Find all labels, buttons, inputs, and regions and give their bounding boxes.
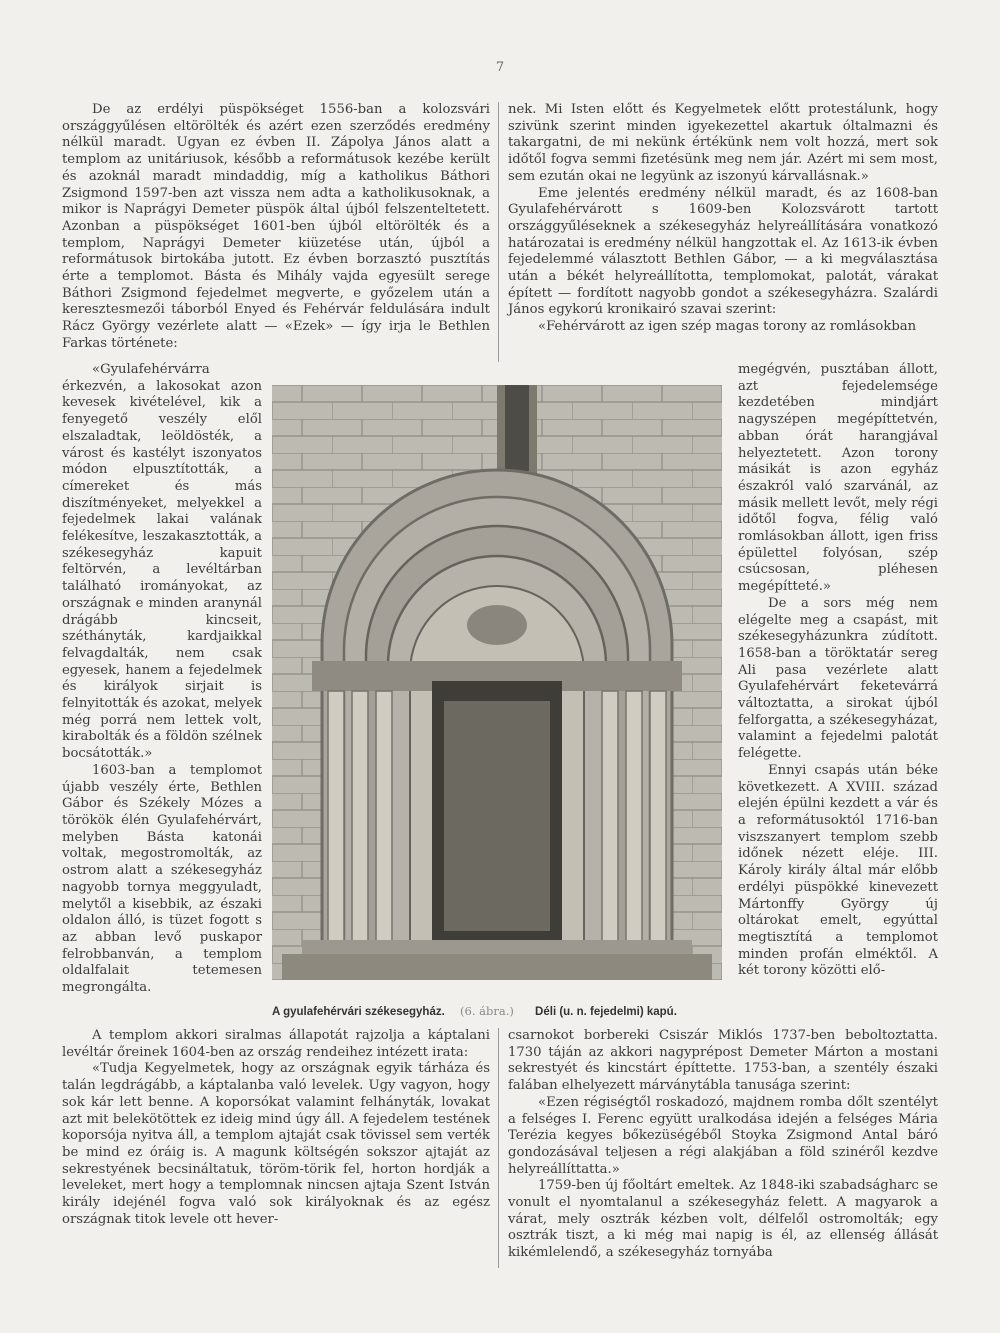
caption-subtitle: Déli (u. n. fejedelmi) kapú. (535, 1006, 677, 1018)
column-rule (498, 102, 499, 362)
caption-figure-number: (6. ábra.) (460, 1004, 514, 1018)
left-column-bottom (62, 1028, 490, 1228)
quote-paragraph: «Fehérvárott az igen szép magas torony az romlásokban (538, 319, 917, 335)
right-column-beside-figure (738, 362, 938, 980)
paragraph: Eme jelentés eredmény nélkül maradt, és az 1608-ban Gyulafehérvárott s 1609-ben Kolozsvárott tartott országgyűléseknek a székesegyház helyreállítására vonatkozó határozatai is eredmény nélkül hangzottak el. Az 1613-ik évben fejedelemmé választott Bethlen Gábor, — a ki megválasztása után a békét helyreállította, templomokat, palotát, várakat épített — fordított nagyobb gondot a székesegyházra. Szalárdi János egykorú kronikairó szavai szerint: (508, 185, 938, 318)
paragraph: 1759-ben új főoltárt emeltek. Az 1848-iki szabadságharc se vonult el nyomtalanul a székesegyház felett. A magyarok a várat, mely osztrák kézben volt, délfelől ostromolták; egy osztrák tiszt, a ki még mai napig is él, az ellenség állását kikémlelendő, a székesegyház tornyába (508, 1178, 938, 1261)
quote-paragraph: «Gyulafehérvárra érkezvén, a lakosokat azon kevesek kivételével, kik a fenyegető veszély elől elszaladtak, leöldösték, a várost és kastélyt iszonyatos módon elpusztították, a címereket és más diszítményeket, melyekkel a fejedelmek lakai valának felékesítve, leszakasztották, a székesegyház kapuit feltörvén, a levéltárban található irományokat, az országnak e minden aranynál drágább kincseit, széthányták, kardjaikkal felvagdalták, nem csak egyesek, hanem a fejedelmek és királyok sirjait is felnyitották és azokat, melyek még porrá nem lettek volt, kirabolták és a földön szélnek bocsátották.» (62, 362, 262, 762)
paragraph: A templom akkori siralmas állapotát rajzolja a káptalani levéltár őreinek 1604-ben az ország rendeihez intézett irata: (62, 1028, 490, 1060)
column-rule (498, 1028, 499, 1268)
paragraph: nek. Mi Isten előtt és Kegyelmetek előtt protestálunk, hogy szivünk szerint minden igyekezettel akartuk óltalmazni és takargatni, de mi nekünk értékünk nem volt hozzá, mert sok időtől fogva semmi fizetésünk meg nem jár. Azért mi sem most, sem ezután okai ne legyünk az iszonyú kárvallásnak.» (508, 102, 938, 184)
paragraph: De az erdélyi püspökséget 1556-ban a kolozsvári országgyűlésen eltörölték és azért ezen szerződés eredmény nélkül maradt. Ugyan ez évben II. Zápolya János alatt a templom az unitáriusok, később a reformátusok kezébe került és azoknál maradt mindaddig, míg a katholikus Báthori Zsigmond 1597-ben azt vissza nem adta a katholikusoknak, a mikor is Naprágyi Demeter püspök által újból felszenteltetett. Azonban a püspökséget 1601-ben újból eltörölték és a templom, Naprágyi Demeter kiüzetése után, újból a reformátusok birtokába jutott. Ez évben borzasztó pusztítás érte a templomot. Básta és Mihály vajda egyesült serege Báthori Zsigmond fejedelmet megverte, e győzelem után a keresztesmezői táborból Enyed és Fehérvár feldulására indult Rácz György vezérlete alatt — «Ezek» — így irja le Bethlen Farkas története: (62, 102, 490, 351)
paragraph: De a sors még nem elégelte meg a csapást, mit székesegyházunkra zúdított. 1658-ban a töröktatár sereg Ali pasa vezérlete alatt Gyulafehérvárt feketevárrá változtatta, a sirokat újból felforgatta, a székesegyházat, valamint a fejedelmi palotát felégette. (738, 595, 938, 762)
quote-paragraph: «Tudja Kegyelmetek, hogy az országnak egyik tárháza és talán legdrágább, a káptalanba való levelek. Ugy vagyon, hogy sok kár lett benne. A koporsókat valamint felhányták, lovakat azt mit belekötöttek ez ideig mind úgy áll. A fejedelem testének koporsója nyitva áll, a templom ajtaját csak tövissel sem verték be mind ez óráig is. A magunk költségén sokszor ajtaját az sekrestyének becsináltatuk, töröm-törik fel, horton hordják a leveleket, mert hogy a templomnak nincsen ajtaja Szent István király idejénél fogva való sok királyoknak és az egész országnak titok levele ott hever- (62, 1061, 490, 1227)
figure-caption (272, 1004, 732, 1018)
left-column-beside-figure (62, 362, 262, 997)
left-column-top (62, 102, 490, 353)
right-column-top (508, 102, 938, 336)
quote-paragraph: megégvén, pusztában állott, azt fejedelemsége kezdetében mindjárt nagyszépen megépíttetvén, abban órát harangjával helyeztetett. Azon torony másikát is azon egyház északról való szarvánál, az másik mellett levőt, mely régi időtől fogva, félig való romlásokban állott, igen friss épülettel folyósan, szép csúcsosan, pléhesen megépítteté.» (738, 362, 938, 595)
page-number: 7 (495, 60, 505, 75)
paragraph: 1603-ban a templomot újabb veszély érte, Bethlen Gábor és Székely Mózes a törökök élén Gyulafehérvárt, melyben Básta katonái voltak, megostromolták, az ostrom alatt a székesegyház nagyobb tornya meggyuladt, melytől a kisebbik, az északi oldalon álló, is tüzet fogott s az abban levő puskapor felrobbanván, a templom oldalfalait tetemesen megrongálta. (62, 762, 262, 996)
paragraph: Ennyi csapás után béke következett. A XVIII. század elején épülni kezdett a vár és a reformátusoktól 1716-ban viszszanyert templom szebb időnek nézett eléje. III. Károly király által már előbb erdélyi püspökké kinevezett Mártonffy György új oltárokat emelt, egyúttal megtisztítá a templomot minden profán elméktől. A két torony közötti elő- (738, 762, 938, 979)
right-column-bottom (508, 1028, 938, 1262)
portal-illustration (272, 385, 722, 980)
caption-title: A gyulafehérvári székesegyház. (272, 1006, 445, 1018)
paragraph: csarnokot borbereki Csiszár Miklós 1737-ben beboltoztatta. 1730 táján az akkori nagyprépost Demeter Márton a mostani sekrestyét és kincstárt építtette. 1753-ban, a szentély északi falában elhelyezett márványtábla tanusága szerint: (508, 1028, 938, 1094)
quote-paragraph: «Ezen régiségtől roskadozó, majdnem romba dőlt szentélyt a felséges I. Ferenc együtt uralkodása idején a felséges Mária Terézia kegyes bőkezüségéből Stoyka Zsigmond Antal báró gondozásával teljesen a régi alakjában a föld szinéről kezdve helyreállíttatta.» (508, 1094, 938, 1177)
cathedral-portal-photo (272, 385, 722, 980)
